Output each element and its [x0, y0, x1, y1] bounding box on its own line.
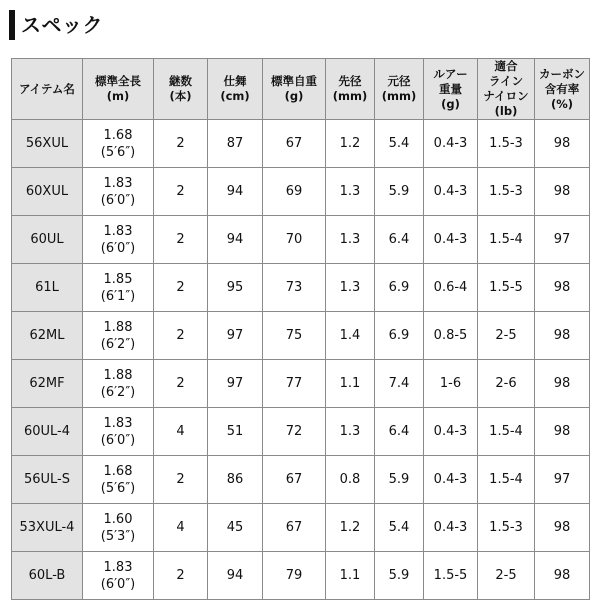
pieces-cell: 2 — [154, 168, 208, 216]
column-header-line: ルアー — [433, 66, 468, 81]
tip-diameter-cell: 1.3 — [326, 408, 375, 456]
weight-cell: 72 — [263, 408, 326, 456]
column-header-line: ナイロン — [483, 89, 529, 103]
item-name-cell: 60L-B — [12, 552, 83, 600]
lure-weight-cell: 0.4-3 — [424, 456, 478, 504]
pieces-cell: 2 — [154, 264, 208, 312]
length-feet: (5′3″) — [100, 528, 136, 544]
length-cell — [83, 120, 154, 168]
column-header — [83, 59, 154, 120]
weight-cell: 73 — [263, 264, 326, 312]
length-feet: (6′0″) — [100, 240, 136, 256]
length-cell — [83, 504, 154, 552]
spec-table-body — [12, 120, 590, 600]
column-header-line: (本) — [169, 89, 192, 103]
butt-diameter-cell: 6.4 — [375, 216, 424, 264]
carbon-content-cell: 97 — [535, 456, 590, 504]
column-header — [478, 59, 535, 120]
carbon-content-cell: 97 — [535, 216, 590, 264]
length-cell — [83, 312, 154, 360]
line-rating-cell: 1.5-4 — [478, 456, 535, 504]
item-name-cell: 53XUL-4 — [12, 504, 83, 552]
lure-weight-cell: 0.4-3 — [424, 168, 478, 216]
length-meters: 1.83 — [103, 223, 133, 239]
length-cell — [83, 360, 154, 408]
column-header-line: 先径 — [338, 74, 362, 88]
item-name-cell: 60UL-4 — [12, 408, 83, 456]
tip-diameter-cell: 1.3 — [326, 216, 375, 264]
tip-diameter-cell: 1.4 — [326, 312, 375, 360]
column-header-line: 継数 — [169, 74, 192, 88]
length-meters: 1.88 — [103, 319, 133, 335]
length-feet: (6′0″) — [100, 432, 136, 448]
tip-diameter-cell: 1.2 — [326, 120, 375, 168]
line-rating-cell: 2-5 — [478, 312, 535, 360]
column-header-line: アイテム名 — [19, 81, 75, 96]
pieces-cell: 2 — [154, 552, 208, 600]
line-rating-cell: 2-6 — [478, 360, 535, 408]
column-header — [263, 59, 326, 120]
butt-diameter-cell: 6.4 — [375, 408, 424, 456]
spec-table — [11, 58, 590, 600]
closed-length-cell: 94 — [208, 216, 263, 264]
weight-cell: 70 — [263, 216, 326, 264]
table-row — [12, 408, 590, 456]
length-feet: (6′0″) — [100, 576, 136, 592]
column-header — [326, 59, 375, 120]
butt-diameter-cell: 5.9 — [375, 552, 424, 600]
butt-diameter-cell: 5.9 — [375, 168, 424, 216]
item-name-cell: 56UL-S — [12, 456, 83, 504]
table-row — [12, 360, 590, 408]
table-row — [12, 168, 590, 216]
column-header-line: 含有率 — [544, 81, 580, 96]
butt-diameter-cell: 5.4 — [375, 120, 424, 168]
carbon-content-cell: 98 — [535, 312, 590, 360]
length-cell — [83, 552, 154, 600]
pieces-cell: 2 — [154, 456, 208, 504]
tip-diameter-cell: 1.2 — [326, 504, 375, 552]
line-rating-cell: 1.5-4 — [478, 216, 535, 264]
column-header-line: ライン — [488, 74, 524, 88]
column-header-line: 標準全長 — [95, 74, 141, 88]
carbon-content-cell: 98 — [535, 360, 590, 408]
length-meters: 1.85 — [103, 271, 133, 287]
length-feet: (6′2″) — [100, 384, 136, 400]
column-header-line: カーボン — [539, 66, 585, 81]
table-row — [12, 312, 590, 360]
column-header-line: 標準自重 — [271, 74, 317, 88]
column-header-line: (mm) — [381, 89, 417, 103]
column-header-line: (%) — [550, 96, 574, 111]
length-cell — [83, 456, 154, 504]
weight-cell: 79 — [263, 552, 326, 600]
lure-weight-cell: 1-6 — [424, 360, 478, 408]
length-feet: (5′6″) — [100, 144, 136, 160]
weight-cell: 75 — [263, 312, 326, 360]
pieces-cell: 4 — [154, 408, 208, 456]
table-row — [12, 264, 590, 312]
carbon-content-cell: 98 — [535, 264, 590, 312]
item-name-cell: 62MF — [12, 360, 83, 408]
column-header — [375, 59, 424, 120]
length-meters: 1.83 — [103, 415, 133, 431]
weight-cell: 67 — [263, 120, 326, 168]
length-meters: 1.88 — [103, 367, 133, 383]
closed-length-cell: 97 — [208, 360, 263, 408]
table-row — [12, 552, 590, 600]
weight-cell: 69 — [263, 168, 326, 216]
item-name-cell: 62ML — [12, 312, 83, 360]
closed-length-cell: 87 — [208, 120, 263, 168]
column-header — [154, 59, 208, 120]
closed-length-cell: 94 — [208, 168, 263, 216]
title-marker-bar — [9, 10, 15, 40]
item-name-cell: 61L — [12, 264, 83, 312]
line-rating-cell: 2-5 — [478, 552, 535, 600]
item-name-cell: 56XUL — [12, 120, 83, 168]
length-cell — [83, 216, 154, 264]
page-title: スペック — [21, 13, 103, 37]
closed-length-cell: 86 — [208, 456, 263, 504]
pieces-cell: 2 — [154, 360, 208, 408]
closed-length-cell: 51 — [208, 408, 263, 456]
weight-cell: 67 — [263, 504, 326, 552]
column-header — [208, 59, 263, 120]
table-row — [12, 504, 590, 552]
line-rating-cell: 1.5-3 — [478, 168, 535, 216]
pieces-cell: 2 — [154, 312, 208, 360]
length-feet: (6′2″) — [100, 336, 136, 352]
butt-diameter-cell: 7.4 — [375, 360, 424, 408]
lure-weight-cell: 0.4-3 — [424, 216, 478, 264]
weight-cell: 77 — [263, 360, 326, 408]
tip-diameter-cell: 1.1 — [326, 552, 375, 600]
column-header-line: 仕舞 — [223, 74, 247, 88]
column-header — [535, 59, 590, 120]
length-feet: (6′1″) — [100, 288, 136, 304]
lure-weight-cell: 0.4-3 — [424, 504, 478, 552]
lure-weight-cell: 0.4-3 — [424, 408, 478, 456]
item-name-cell: 60UL — [12, 216, 83, 264]
tip-diameter-cell: 1.1 — [326, 360, 375, 408]
lure-weight-cell: 0.8-5 — [424, 312, 478, 360]
lure-weight-cell: 0.4-3 — [424, 120, 478, 168]
tip-diameter-cell: 0.8 — [326, 456, 375, 504]
column-header-line: (cm) — [220, 89, 250, 103]
carbon-content-cell: 98 — [535, 408, 590, 456]
butt-diameter-cell: 5.4 — [375, 504, 424, 552]
carbon-content-cell: 98 — [535, 504, 590, 552]
butt-diameter-cell: 5.9 — [375, 456, 424, 504]
column-header-line: (m) — [106, 89, 130, 103]
closed-length-cell: 95 — [208, 264, 263, 312]
line-rating-cell: 1.5-3 — [478, 504, 535, 552]
butt-diameter-cell: 6.9 — [375, 312, 424, 360]
line-rating-cell: 1.5-3 — [478, 120, 535, 168]
length-cell — [83, 264, 154, 312]
column-header-line: (mm) — [332, 89, 368, 103]
line-rating-cell: 1.5-4 — [478, 408, 535, 456]
column-header-line: (lb) — [494, 104, 518, 118]
length-cell — [83, 168, 154, 216]
closed-length-cell: 45 — [208, 504, 263, 552]
column-header — [424, 59, 478, 120]
length-feet: (5′6″) — [100, 480, 136, 496]
line-rating-cell: 1.5-5 — [478, 264, 535, 312]
length-feet: (6′0″) — [100, 192, 136, 208]
lure-weight-cell: 0.6-4 — [424, 264, 478, 312]
column-header-line: (g) — [441, 96, 460, 111]
closed-length-cell: 97 — [208, 312, 263, 360]
column-header-line: 元径 — [387, 74, 411, 88]
closed-length-cell: 94 — [208, 552, 263, 600]
length-meters: 1.83 — [103, 175, 133, 191]
pieces-cell: 2 — [154, 120, 208, 168]
length-meters: 1.60 — [103, 511, 133, 527]
table-row — [12, 456, 590, 504]
carbon-content-cell: 98 — [535, 552, 590, 600]
item-name-cell: 60XUL — [12, 168, 83, 216]
tip-diameter-cell: 1.3 — [326, 264, 375, 312]
length-cell — [83, 408, 154, 456]
tip-diameter-cell: 1.3 — [326, 168, 375, 216]
column-header — [12, 59, 83, 120]
pieces-cell: 4 — [154, 504, 208, 552]
column-header-line: 適合 — [494, 59, 518, 73]
carbon-content-cell: 98 — [535, 120, 590, 168]
length-meters: 1.83 — [103, 559, 133, 575]
lure-weight-cell: 1.5-5 — [424, 552, 478, 600]
spec-table-header — [12, 59, 590, 120]
carbon-content-cell: 98 — [535, 168, 590, 216]
column-header-line: (g) — [284, 89, 304, 103]
length-meters: 1.68 — [103, 127, 133, 143]
length-meters: 1.68 — [103, 463, 133, 479]
header-row — [12, 59, 590, 120]
table-row — [12, 216, 590, 264]
weight-cell: 67 — [263, 456, 326, 504]
table-row — [12, 120, 590, 168]
pieces-cell: 2 — [154, 216, 208, 264]
column-header-line: 重量 — [439, 81, 462, 96]
butt-diameter-cell: 6.9 — [375, 264, 424, 312]
